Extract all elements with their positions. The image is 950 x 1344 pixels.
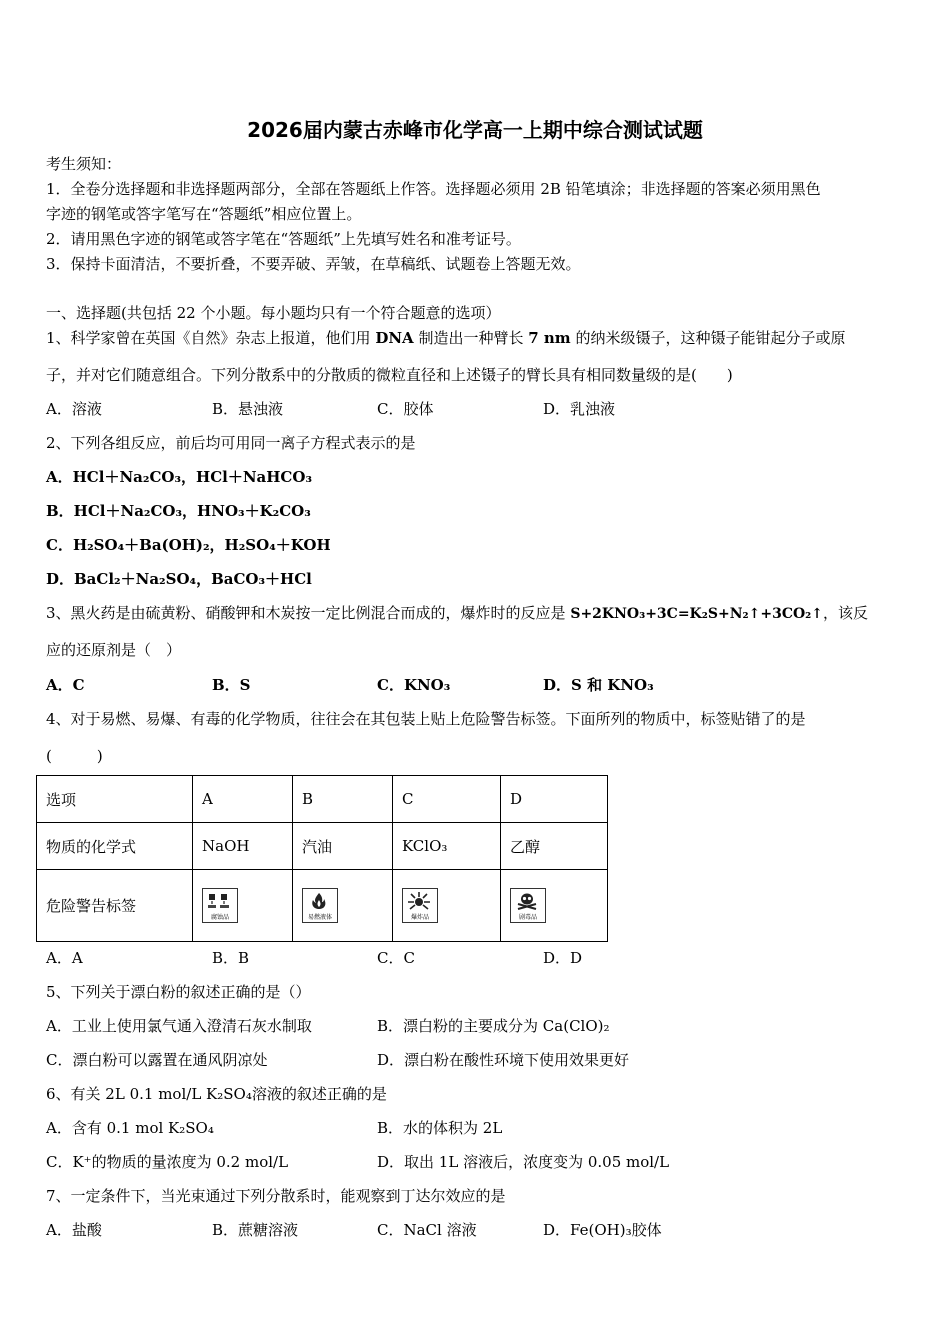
sign-caption: 腐蚀品 [210, 914, 229, 921]
q7-stem: 7、一定条件下，当光束通过下列分散系时，能观察到丁达尔效应的是 [46, 1187, 506, 1205]
q6-option-a: A．含有 0.1 mol K₂SO₄ [46, 1119, 214, 1137]
toxic-sign-icon [510, 888, 546, 923]
q3-text-a: 3、黑火药是由硫黄粉、硝酸钾和木炭按一定比例混合而成的，爆炸时的反应是 [46, 604, 571, 622]
q7-option-b: B．蔗糖溶液 [212, 1221, 299, 1239]
q1-option-b: B．悬浊液 [212, 400, 284, 418]
q1-text-c: 制造出一种臂长 [413, 329, 529, 347]
q5-stem: 5、下列关于漂白粉的叙述正确的是（） [46, 983, 311, 1001]
q5-option-b: B．漂白粉的主要成分为 Ca(ClO)₂ [377, 1017, 610, 1035]
q7-option-d: D．Fe(OH)₃胶体 [543, 1221, 662, 1239]
table-row [37, 823, 608, 870]
q1-stem-line-1 [46, 328, 845, 348]
q4-stem-line-1: 4、对于易燃、易爆、有毒的化学物质，往往会在其包装上贴上危险警告标签。下面所列的物质中，标签贴错了的是 [46, 710, 806, 728]
q2-option-d: D．BaCl₂＋Na₂SO₄，BaCO₃＋HCl [46, 570, 312, 588]
q1-option-d: D．乳浊液 [543, 400, 616, 418]
q3-stem-line-2: 应的还原剂是（ ） [46, 641, 182, 659]
table-cell: C [393, 776, 501, 823]
table-cell [193, 870, 293, 942]
notice-line-1-cont: 字迹的钢笔或答字笔写在“答题纸”相应位置上。 [46, 205, 362, 223]
q1-stem-line-2: 子，并对它们随意组合。下列分散系中的分散质的微粒直径和上述镊子的臂长具有相同数量级的是( ) [46, 366, 733, 384]
table-cell: A [193, 776, 293, 823]
q6-option-c: C．K⁺的物质的量浓度为 0.2 mol/L [46, 1153, 289, 1171]
q4-stem-line-2: ( ) [46, 747, 103, 765]
q3-equation: S+2KNO₃+3C=K₂S+N₂↑+3CO₂↑ [570, 606, 824, 622]
q5-option-c: C．漂白粉可以露置在通风阴凉处 [46, 1051, 268, 1069]
section-heading: 一、选择题(共包括 22 个小题。每小题均只有一个符合题意的选项） [46, 304, 501, 322]
table-cell: 危险警告标签 [37, 870, 193, 942]
q1-option-c: C．胶体 [377, 400, 434, 418]
q2-stem: 2、下列各组反应，前后均可用同一离子方程式表示的是 [46, 434, 416, 452]
table-cell: KClO₃ [393, 823, 501, 870]
table-cell: 汽油 [293, 823, 393, 870]
explosive-sign-icon [402, 888, 438, 923]
sign-caption: 剧毒品 [518, 914, 537, 921]
q3-option-a: A．C [46, 676, 85, 694]
q4-option-a: A．A [46, 949, 83, 967]
q3-text-c: ，该反 [823, 604, 869, 622]
q7-option-c: C．NaCl 溶液 [377, 1221, 477, 1239]
q2-option-b: B．HCl＋Na₂CO₃，HNO₃＋K₂CO₃ [46, 502, 311, 520]
notice-line-1: 1．全卷分选择题和非选择题两部分，全部在答题纸上作答。选择题必须用 2B 铅笔填涂；非选择题的答案必须用黑色 [46, 180, 821, 198]
table-cell [393, 870, 501, 942]
table-cell [501, 870, 608, 942]
q6-option-b: B．水的体积为 2L [377, 1119, 503, 1137]
q3-option-c: C．KNO₃ [377, 676, 451, 694]
q4-option-b: B．B [212, 949, 250, 967]
table-cell: 乙醇 [501, 823, 608, 870]
notice-line-2: 2．请用黑色字迹的钢笔或答字笔在“答题纸”上先填写姓名和准考证号。 [46, 230, 521, 248]
q1-text-e: 的纳米级镊子，这种镊子能钳起分子或原 [570, 329, 846, 347]
page-title: 2026届内蒙古赤峰市化学高一上期中综合测试试题 [247, 118, 703, 142]
q5-option-a: A．工业上使用氯气通入澄清石灰水制取 [46, 1017, 312, 1035]
sign-caption: 易燃液体 [307, 914, 332, 921]
q1-option-a: A．溶液 [46, 400, 102, 418]
table-row [37, 870, 608, 942]
table-cell: 选项 [37, 776, 193, 823]
table-cell [293, 870, 393, 942]
q3-option-b: B．S [212, 676, 251, 694]
q3-option-d: D．S 和 KNO₃ [543, 676, 654, 694]
sign-caption: 爆炸品 [410, 914, 429, 921]
q3-stem-line-1 [46, 603, 868, 624]
table-cell: D [501, 776, 608, 823]
table-cell: 物质的化学式 [37, 823, 193, 870]
flammable-sign-icon [302, 888, 338, 923]
q4-option-d: D．D [543, 949, 583, 967]
q7-option-a: A．盐酸 [46, 1221, 102, 1239]
hazard-table [36, 775, 608, 942]
q1-text-b: DNA [375, 329, 414, 347]
table-cell: NaOH [193, 823, 293, 870]
q5-option-d: D．漂白粉在酸性环境下使用效果更好 [377, 1051, 630, 1069]
notice-line-3: 3．保持卡面清洁，不要折叠，不要弄破、弄皱，在草稿纸、试题卷上答题无效。 [46, 255, 581, 273]
q6-stem: 6、有关 2L 0.1 mol/L K₂SO₄溶液的叙述正确的是 [46, 1085, 387, 1103]
q2-option-c: C．H₂SO₄＋Ba(OH)₂，H₂SO₄＋KOH [46, 536, 331, 554]
table-row [37, 776, 608, 823]
notice-heading: 考生须知： [46, 155, 122, 173]
q6-option-d: D．取出 1L 溶液后，浓度变为 0.05 mol/L [377, 1153, 670, 1171]
q4-option-c: C．C [377, 949, 415, 967]
corrosive-sign-icon [202, 888, 238, 923]
q1-text-d: 7 nm [528, 329, 571, 347]
q2-option-a: A．HCl＋Na₂CO₃，HCl＋NaHCO₃ [46, 468, 313, 486]
table-cell: B [293, 776, 393, 823]
q1-text-a: 1、科学家曾在英国《自然》杂志上报道，他们用 [46, 329, 376, 347]
